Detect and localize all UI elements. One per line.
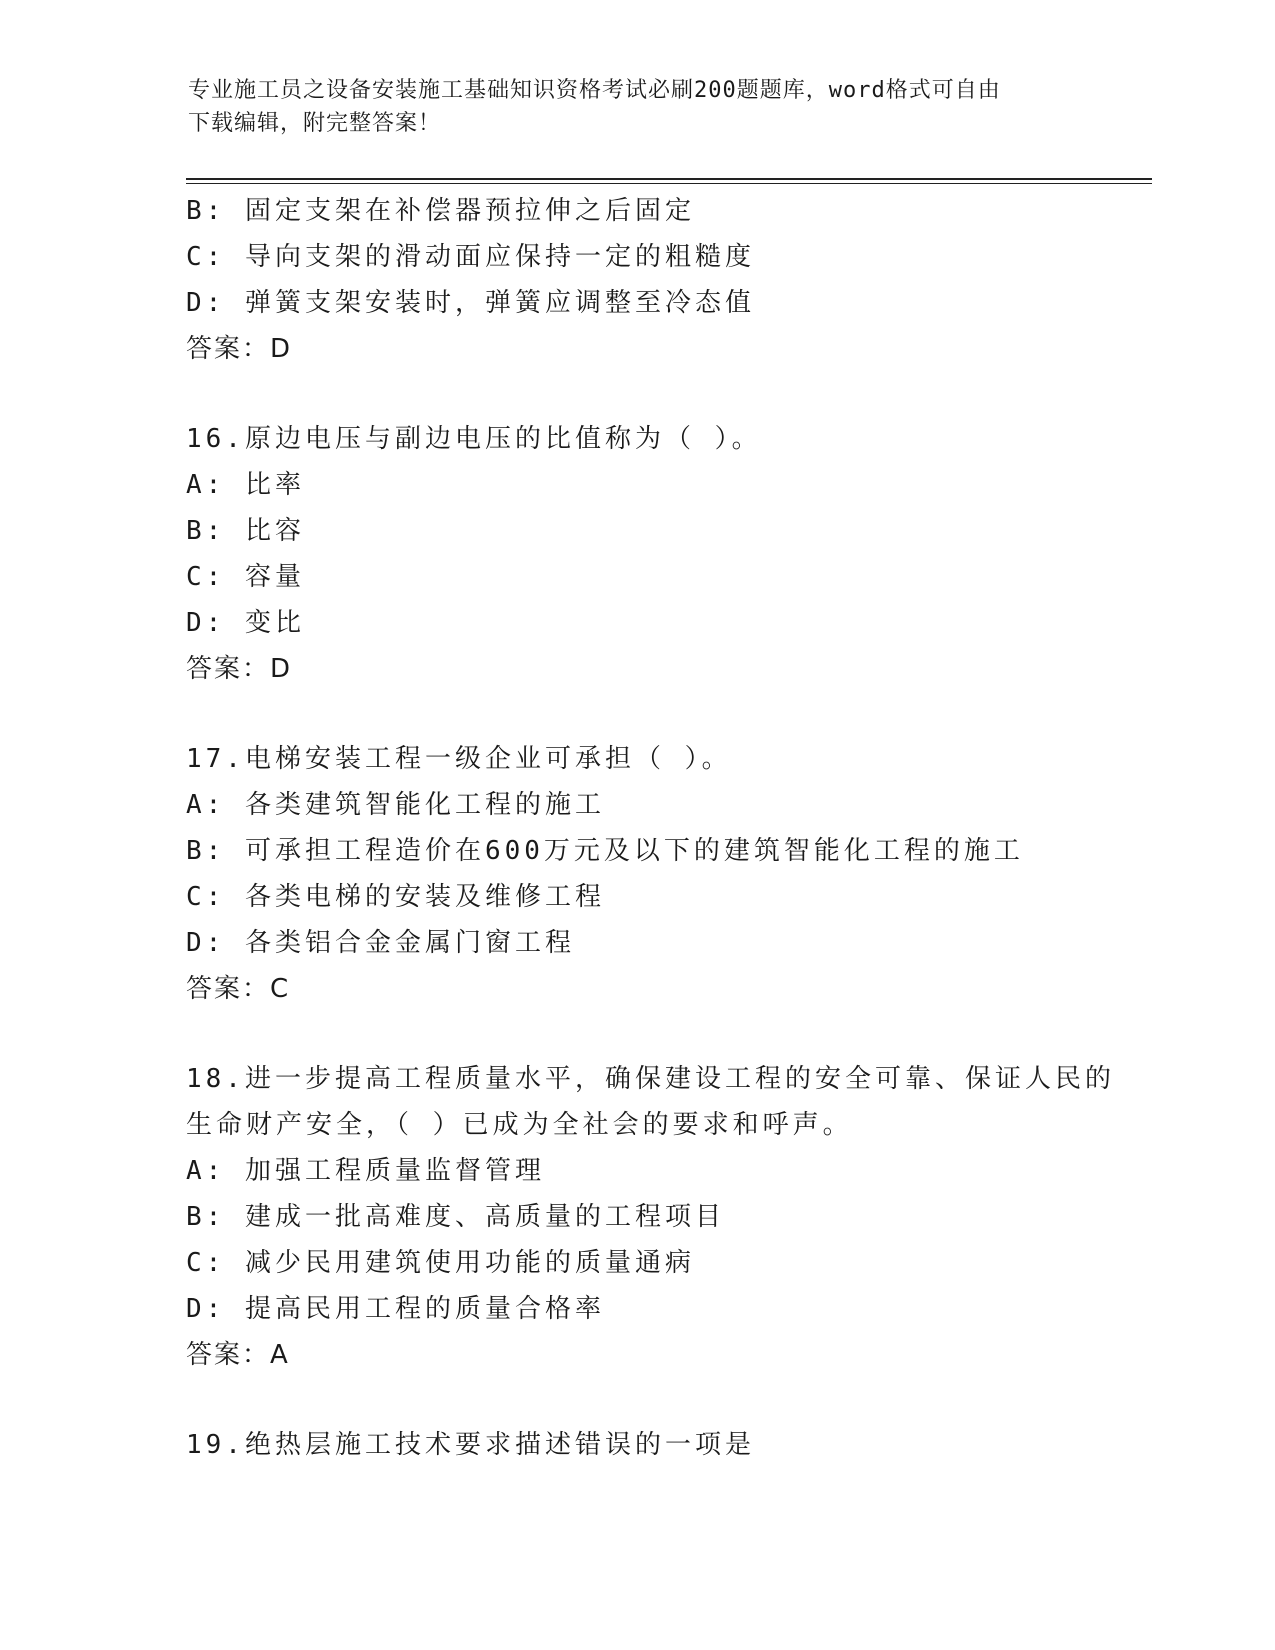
header-line-2: 下载编辑，附完整答案！ bbox=[188, 111, 442, 136]
question-text: 19.绝热层施工技术要求描述错误的一项是 bbox=[186, 1430, 755, 1460]
option-b: B: 比容 bbox=[186, 516, 305, 546]
option-c: C: 导向支架的滑动面应保持一定的粗糙度 bbox=[186, 242, 755, 272]
question-text: 17.电梯安装工程一级企业可承担（ ）。 bbox=[186, 744, 732, 774]
question-15-tail bbox=[186, 188, 1086, 372]
question-list bbox=[186, 188, 1115, 1468]
header-divider-thin bbox=[186, 183, 1152, 184]
option-d: D: 各类铝合金金属门窗工程 bbox=[186, 928, 575, 958]
question-16 bbox=[186, 416, 1086, 692]
option-d: D: 弹簧支架安装时，弹簧应调整至冷态值 bbox=[186, 288, 755, 318]
option-a: A: 各类建筑智能化工程的施工 bbox=[186, 790, 605, 820]
question-text-line-2: 生命财产安全，（ ）已成为全社会的要求和呼声。 bbox=[186, 1110, 853, 1140]
question-18 bbox=[186, 1056, 1115, 1378]
option-c: C: 减少民用建筑使用功能的质量通病 bbox=[186, 1248, 695, 1278]
option-d: D: 提高民用工程的质量合格率 bbox=[186, 1294, 605, 1324]
header-divider bbox=[186, 178, 1152, 180]
answer-line: 答案：A bbox=[186, 1340, 290, 1370]
option-c: C: 容量 bbox=[186, 562, 305, 592]
option-a: A: 加强工程质量监督管理 bbox=[186, 1156, 545, 1186]
question-text: 16.原边电压与副边电压的比值称为（ ）。 bbox=[186, 424, 762, 454]
answer-line: 答案：C bbox=[186, 974, 291, 1004]
option-b: B: 可承担工程造价在600万元及以下的建筑智能化工程的施工 bbox=[186, 836, 1024, 866]
option-c: C: 各类电梯的安装及维修工程 bbox=[186, 882, 605, 912]
option-d: D: 变比 bbox=[186, 608, 305, 638]
question-19 bbox=[186, 1422, 1086, 1468]
option-b: B: 建成一批高难度、高质量的工程项目 bbox=[186, 1202, 725, 1232]
option-b: B: 固定支架在补偿器预拉伸之后固定 bbox=[186, 196, 695, 226]
header-line-1: 专业施工员之设备安装施工基础知识资格考试必刷200题题库，word格式可自由 bbox=[188, 78, 1001, 103]
page-header bbox=[188, 74, 1068, 140]
question-text-line-1: 18.进一步提高工程质量水平，确保建设工程的安全可靠、保证人民的 bbox=[186, 1064, 1115, 1094]
question-17 bbox=[186, 736, 1086, 1012]
answer-line: 答案：D bbox=[186, 334, 293, 364]
option-a: A: 比率 bbox=[186, 470, 305, 500]
answer-line: 答案：D bbox=[186, 654, 293, 684]
